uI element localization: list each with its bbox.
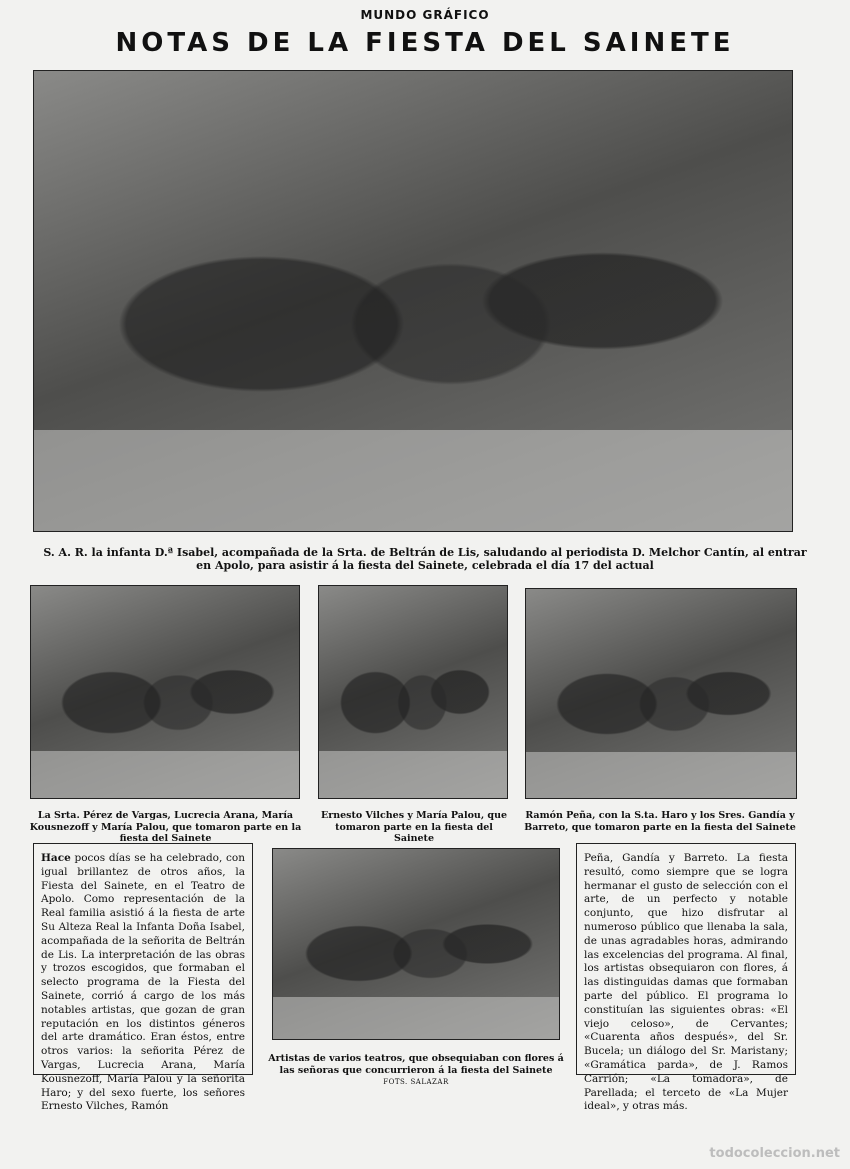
photo-bottom-caption bbox=[266, 1053, 566, 1089]
article-left-dropcap: Hace bbox=[41, 852, 71, 864]
photo-left bbox=[30, 585, 300, 799]
photo-left-caption: La Srta. Pérez de Vargas, Lucrecia Arana, María Kousnezoff y María Palou, que tomaron parte en la fiesta del Sainete bbox=[29, 810, 302, 844]
watermark-logo: todocoleccion.net bbox=[709, 1146, 840, 1161]
main-caption-line1: S. A. R. la infanta D.ª Isabel, acompañada de la Srta. de Beltrán de Lis, saludando al periodista D. Melchor Cantín, al entrar bbox=[43, 546, 807, 559]
main-photo-caption bbox=[30, 546, 820, 572]
article-left bbox=[33, 843, 253, 1113]
photo-bottom bbox=[272, 848, 560, 1040]
photo-middle bbox=[318, 585, 508, 799]
photo-bottom-caption-text: Artistas de varios teatros, que obsequiaban con flores á las señoras que concurrieron á la fiesta del Sainete bbox=[268, 1053, 564, 1076]
article-right-text: Peña, Gandía y Barreto. La fiesta resultó, como siempre que se logra hermanar el gusto de selección con el arte, de un perfecto y notable conjunto, que hizo disfrutar al numeroso público que llenaba la sala, de unas agradables horas, admirando las excelencias del programa. Al final, los artistas obsequiaron con flores, á las distinguidas damas que formaban parte del público. El programa lo constituían las siguientes obras: «El viejo celoso», de Cervantes; «Cuarenta años después», del Sr. Bucela; un diálogo del Sr. Maristany; «Gramática parda», de J. Ramos Carrión; «La tomadora», de Parellada; el terceto de «La Mujer ideal», y otras más. bbox=[584, 852, 788, 1113]
photo-right-caption: Ramón Peña, con la S.ta. Haro y los Sres. Gandía y Barreto, que tomaron parte en la fiesta del Sainete bbox=[524, 810, 796, 833]
main-photo bbox=[33, 70, 793, 532]
article-right bbox=[576, 843, 796, 1113]
photo-middle-caption: Ernesto Vilches y María Palou, que tomaron parte en la fiesta del Sainete bbox=[320, 810, 508, 844]
photo-credit: FOTS. SALAZAR bbox=[383, 1078, 449, 1086]
main-caption-line2: en Apolo, para asistir á la fiesta del Sainete, celebrada el día 17 del actual bbox=[196, 559, 654, 572]
masthead: MUNDO GRÁFICO bbox=[360, 8, 490, 22]
headline: NOTAS DE LA FIESTA DEL SAINETE bbox=[115, 28, 735, 58]
article-left-text: pocos días se ha celebrado, con igual brillantez de otros años, la Fiesta del Sainete, en el Teatro de Apolo. Como representación de la Real familia asistió á la fiesta de arte Su Alteza Real la Infanta Doña Isabel, acompañada de la señorita de Beltrán de Lis. La interpretación de las obras y trozos escogidos, que formaban el selecto programa de la Fiesta del Sainete, corrió á cargo de los más notables artistas, que gozan de gran reputación en los distintos géneros del arte dramático. Eran éstos, entre otros varios: la señorita Pérez de Vargas, Lucrecia Arana, María Kousnezoff, María Palou y la señorita Haro; y del sexo fuerte, los señores Ernesto Vilches, Ramón bbox=[41, 852, 245, 1113]
photo-right bbox=[525, 588, 797, 799]
